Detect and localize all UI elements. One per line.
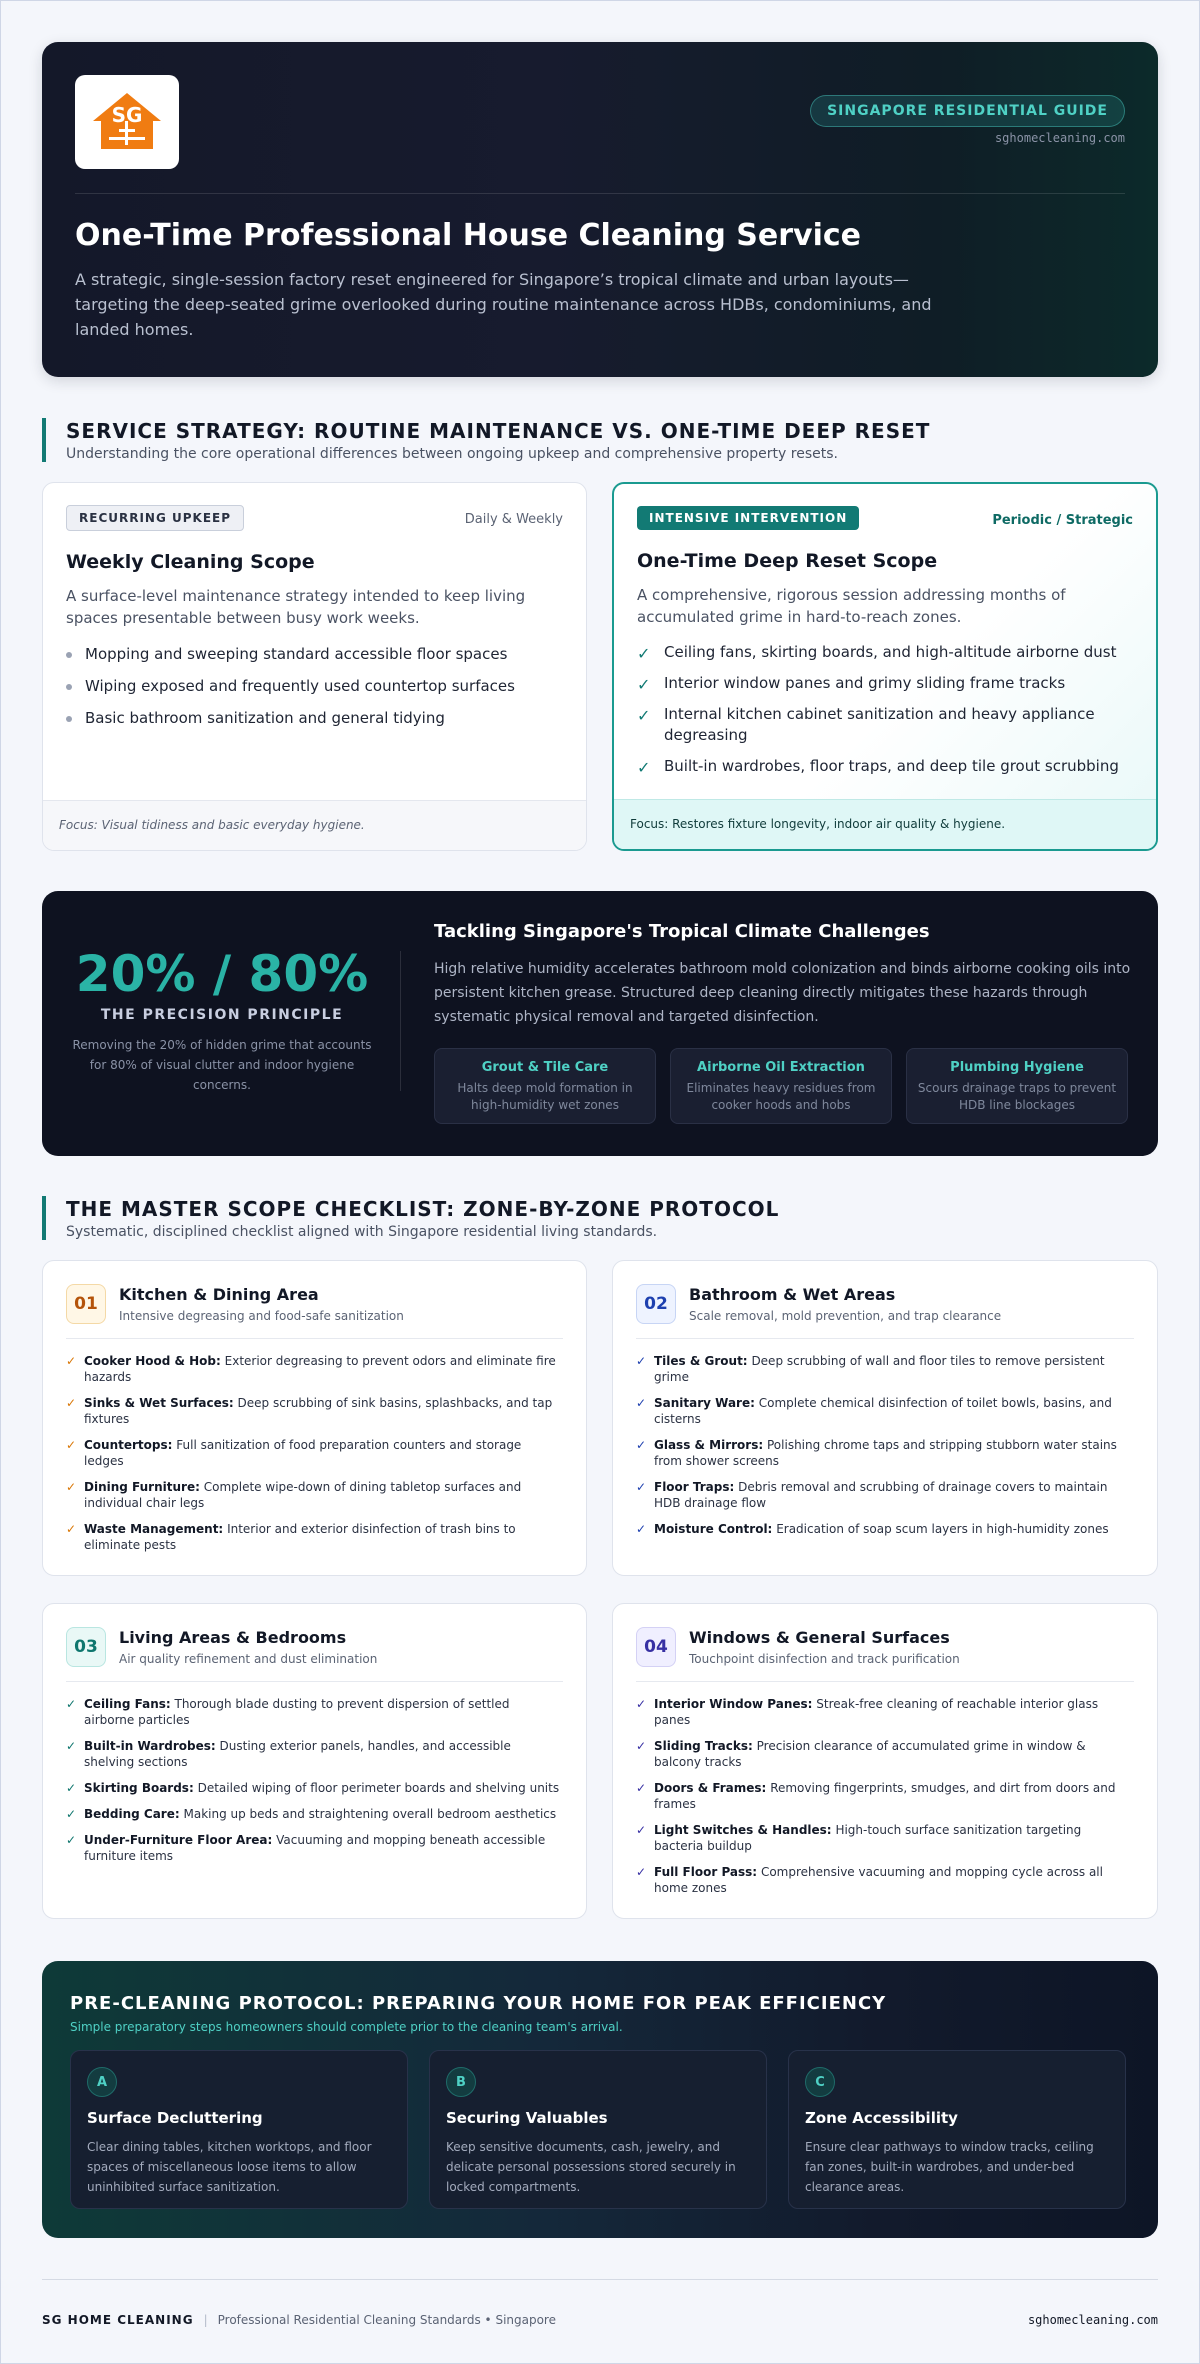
check-icon: ✓ [636,1522,647,1536]
list-item: ✓ Floor Traps: Debris removal and scrubbing of drainage covers to maintain HDB drainage flow [636,1480,1108,1510]
check-icon: ✓ [636,1823,647,1837]
zone-title: Bathroom & Wet Areas [689,1285,896,1304]
list-item: ✓ Sinks & Wet Surfaces: Deep scrubbing of sink basins, splashbacks, and tap fixtures [66,1396,553,1426]
zone-card-bathroom [612,1260,1158,1576]
list-item: ✓ Cooker Hood & Hob: Exterior degreasing to prevent odors and eliminate fire hazards [66,1354,556,1384]
step-title: Securing Valuables [446,2109,608,2127]
footer-brand: SG HOME CLEANING [42,2313,194,2327]
section-title: THE MASTER SCOPE CHECKLIST: ZONE-BY-ZONE PROTOCOL [66,1197,780,1221]
mini-card-title: Grout & Tile Care [481,1060,609,1075]
pre-cleaning-panel [42,1961,1158,2238]
card-description: A surface-level maintenance strategy intended to keep living spaces presentable between busy work weeks. [66,587,526,627]
check-icon: ✓ [66,1354,77,1368]
step-letter-badge: B [446,2067,476,2097]
hero-divider [75,193,1125,194]
step-description: Clear dining tables, kitchen worktops, and floor spaces of miscellaneous loose items to allow uninhibited surface sanitization. [87,2140,372,2194]
checklist-section-header [42,1196,1158,1240]
strategy-section-header [42,418,1158,462]
check-icon: ✓ [636,1739,647,1753]
check-icon: ✓ [66,1697,77,1711]
list-item: ✓ Skirting Boards: Detailed wiping of floor perimeter boards and shelving units [66,1781,560,1795]
focus-note: Focus: Restores fixture longevity, indoor air quality & hygiene. [614,799,1156,849]
step-card-c [788,2050,1126,2209]
zone-title: Living Areas & Bedrooms [119,1628,347,1647]
zone-title: Kitchen & Dining Area [119,1285,319,1304]
zone-number: 04 [636,1627,676,1667]
list-item: ✓ Bedding Care: Making up beds and straightening overall bedroom aesthetics [66,1807,557,1821]
list-item: ✓ Light Switches & Handles: High-touch surface sanitization targeting bacteria buildup [636,1823,1082,1853]
intensive-tag: INTENSIVE INTERVENTION [637,506,859,530]
house-logo-icon [89,91,165,153]
climate-band [42,891,1158,1156]
check-icon: ✓ [637,706,651,725]
pre-cleaning-subtitle: Simple preparatory steps homeowners should complete prior to the cleaning team's arrival. [70,2020,623,2034]
bullet-icon [66,684,72,690]
zone-subtitle: Scale removal, mold prevention, and trap clearance [689,1309,1002,1323]
mini-card-title: Airborne Oil Extraction [697,1060,865,1075]
step-card-b [429,2050,767,2209]
step-letter-badge: C [805,2067,835,2097]
list-item: ✓ Dining Furniture: Complete wipe-down of dining tabletop surfaces and individual chair legs [66,1480,522,1510]
list-item: ✓ Built-in Wardrobes: Dusting exterior panels, handles, and accessible shelving sections [66,1739,511,1769]
list-item: ✓ Countertops: Full sanitization of food preparation counters and storage ledges [66,1438,522,1468]
step-description: Ensure clear pathways to window tracks, ceiling fan zones, built-in wardrobes, and under-bed clearance areas. [805,2140,1094,2194]
check-icon: ✓ [637,644,651,663]
check-icon: ✓ [66,1396,77,1410]
step-description: Keep sensitive documents, cash, jewelry, and delicate personal possessions stored securely in locked compartments. [446,2140,736,2194]
zone-card-living [42,1603,587,1919]
zone-divider [66,1338,563,1339]
guide-badge: SINGAPORE RESIDENTIAL GUIDE [810,95,1125,127]
zone-subtitle: Air quality refinement and dust elimination [119,1652,378,1666]
footer-tagline: Professional Residential Cleaning Standards • Singapore [217,2313,556,2327]
list-item: Mopping and sweeping standard accessible floor spaces [66,643,563,665]
climate-description: High relative humidity accelerates bathroom mold colonization and binds airborne cooking oils into persistent kitchen grease. Structured deep cleaning directly mitigates these hazards through systematic physical removal and targeted disinfection. [434,961,1131,1025]
zone-card-kitchen [42,1260,587,1576]
page [42,42,1158,2327]
check-icon: ✓ [637,758,651,777]
check-icon: ✓ [636,1697,647,1711]
stat-label: THE PRECISION PRINCIPLE [100,1007,344,1023]
footer-divider [42,2279,1158,2280]
logo [75,75,179,169]
check-icon: ✓ [636,1865,647,1879]
zone-number: 01 [66,1284,106,1324]
step-card-a [70,2050,408,2209]
list-item: ✓ Waste Management: Interior and exterior disinfection of trash bins to eliminate pests [66,1522,516,1552]
climate-title: Tackling Singapore's Tropical Climate Challenges [434,921,930,942]
check-icon: ✓ [66,1480,77,1494]
check-icon: ✓ [636,1480,647,1494]
section-subtitle: Understanding the core operational differences between ongoing upkeep and comprehensive property resets. [66,446,838,462]
section-title: SERVICE STRATEGY: ROUTINE MAINTENANCE VS. ONE-TIME DEEP RESET [66,419,931,443]
list-item: ✓ Tiles & Grout: Deep scrubbing of wall and floor tiles to remove persistent grime [636,1354,1105,1384]
frequency-label: Daily & Weekly [464,512,563,527]
list-item: ✓ Ceiling Fans: Thorough blade dusting to prevent dispersion of settled airborne particles [66,1697,510,1727]
check-icon: ✓ [66,1807,77,1821]
zone-subtitle: Touchpoint disinfection and track purification [689,1652,960,1666]
step-title: Surface Decluttering [87,2109,263,2127]
step-title: Zone Accessibility [805,2109,958,2127]
list-item: ✓ Sliding Tracks: Precision clearance of accumulated grime in window & balcony tracks [636,1739,1086,1769]
weekly-list [66,643,563,729]
focus-note: Focus: Visual tidiness and basic everyday hygiene. [43,800,586,850]
list-item: ✓ Interior window panes and grimy sliding frame tracks [637,674,1066,694]
zone-number: 03 [66,1627,106,1667]
page-title: One-Time Professional House Cleaning Service [75,218,862,253]
footer-domain-link[interactable]: sghomecleaning.com [1027,2313,1158,2327]
footer-left [42,2313,556,2327]
list-item: ✓ Interior Window Panes: Streak-free cleaning of reachable interior glass panes [636,1697,1099,1727]
precision-stat: 20% / 80% [75,945,369,1003]
zone-number: 02 [636,1284,676,1324]
check-icon: ✓ [636,1781,647,1795]
check-icon: ✓ [637,675,651,694]
deep-list [637,642,1133,777]
list-item: ✓ Ceiling fans, skirting boards, and high-altitude airborne dust [637,643,1117,663]
check-icon: ✓ [66,1781,77,1795]
check-icon: ✓ [66,1833,77,1847]
mini-card-title: Plumbing Hygiene [950,1060,1084,1075]
hero-banner [42,42,1158,377]
zone-divider [66,1681,563,1682]
hero-description: A strategic, single-session factory reset engineered for Singapore’s tropical climate and urban layouts—targeting the deep-seated grime overlooked during routine maintenance across HDBs, condominiums, and landed homes. [75,270,932,339]
list-item: ✓ Doors & Frames: Removing fingerprints, smudges, and dirt from doors and frames [636,1781,1116,1811]
footer-separator: | [203,2313,208,2327]
deep-reset-card [612,482,1158,851]
card-description: A comprehensive, rigorous session addressing months of accumulated grime in hard-to-reach zones. [637,586,1066,626]
mini-card-desc: Eliminates heavy residues from cooker hoods and hobs [686,1081,876,1112]
section-subtitle: Systematic, disciplined checklist aligned with Singapore residential living standards. [66,1224,658,1240]
mini-card-desc: Halts deep mold formation in high-humidity wet zones [457,1081,633,1112]
check-icon: ✓ [66,1438,77,1452]
check-icon: ✓ [636,1354,647,1368]
list-item: Wiping exposed and frequently used countertop surfaces [66,675,563,697]
check-icon: ✓ [636,1438,647,1452]
card-title: Weekly Cleaning Scope [66,551,315,573]
list-item: ✓ Moisture Control: Eradication of soap scum layers in high-humidity zones [636,1522,1109,1536]
check-icon: ✓ [66,1522,77,1536]
pre-cleaning-title: PRE-CLEANING PROTOCOL: PREPARING YOUR HOME FOR PEAK EFFICIENCY [70,1993,887,2014]
list-item: ✓ Built-in wardrobes, floor traps, and deep tile grout scrubbing [637,757,1119,777]
step-letter-badge: A [87,2067,117,2097]
svg-text:SG: SG [111,103,143,127]
check-icon: ✓ [636,1396,647,1410]
check-icon: ✓ [66,1739,77,1753]
weekly-scope-card [42,482,587,851]
bullet-icon [66,652,72,658]
zone-card-windows [612,1603,1158,1919]
zone-title: Windows & General Surfaces [689,1628,950,1647]
stat-description: Removing the 20% of hidden grime that accounts for 80% of visual clutter and indoor hygiene concerns. [72,1038,372,1092]
list-item: ✓ Under-Furniture Floor Area: Vacuuming and mopping beneath accessible furniture items [66,1833,546,1863]
domain-label[interactable]: sghomecleaning.com [994,131,1125,145]
climate-card-oil [670,1048,892,1124]
list-item: Basic bathroom sanitization and general tidying [66,707,563,729]
list-item: ✓ Internal kitchen cabinet sanitization and heavy appliance degreasing [637,705,1095,744]
zone-divider [636,1681,1134,1682]
list-item: ✓ Full Floor Pass: Comprehensive vacuuming and mopping cycle across all home zones [636,1865,1103,1895]
vertical-divider [400,951,401,1091]
bullet-icon [66,716,72,722]
zone-divider [636,1338,1134,1339]
list-item: ✓ Sanitary Ware: Complete chemical disinfection of toilet bowls, basins, and cisterns [636,1396,1112,1426]
zone-subtitle: Intensive degreasing and food-safe sanitization [119,1309,404,1323]
card-title: One-Time Deep Reset Scope [637,550,938,572]
mini-card-desc: Scours drainage traps to prevent HDB line blockages [917,1081,1117,1112]
recurring-tag: RECURRING UPKEEP [66,505,244,531]
list-item: ✓ Glass & Mirrors: Polishing chrome taps and stripping stubborn water stains from shower screens [636,1438,1117,1468]
climate-card-grout [434,1048,656,1124]
climate-card-plumbing [906,1048,1128,1124]
frequency-label: Periodic / Strategic [992,513,1133,528]
